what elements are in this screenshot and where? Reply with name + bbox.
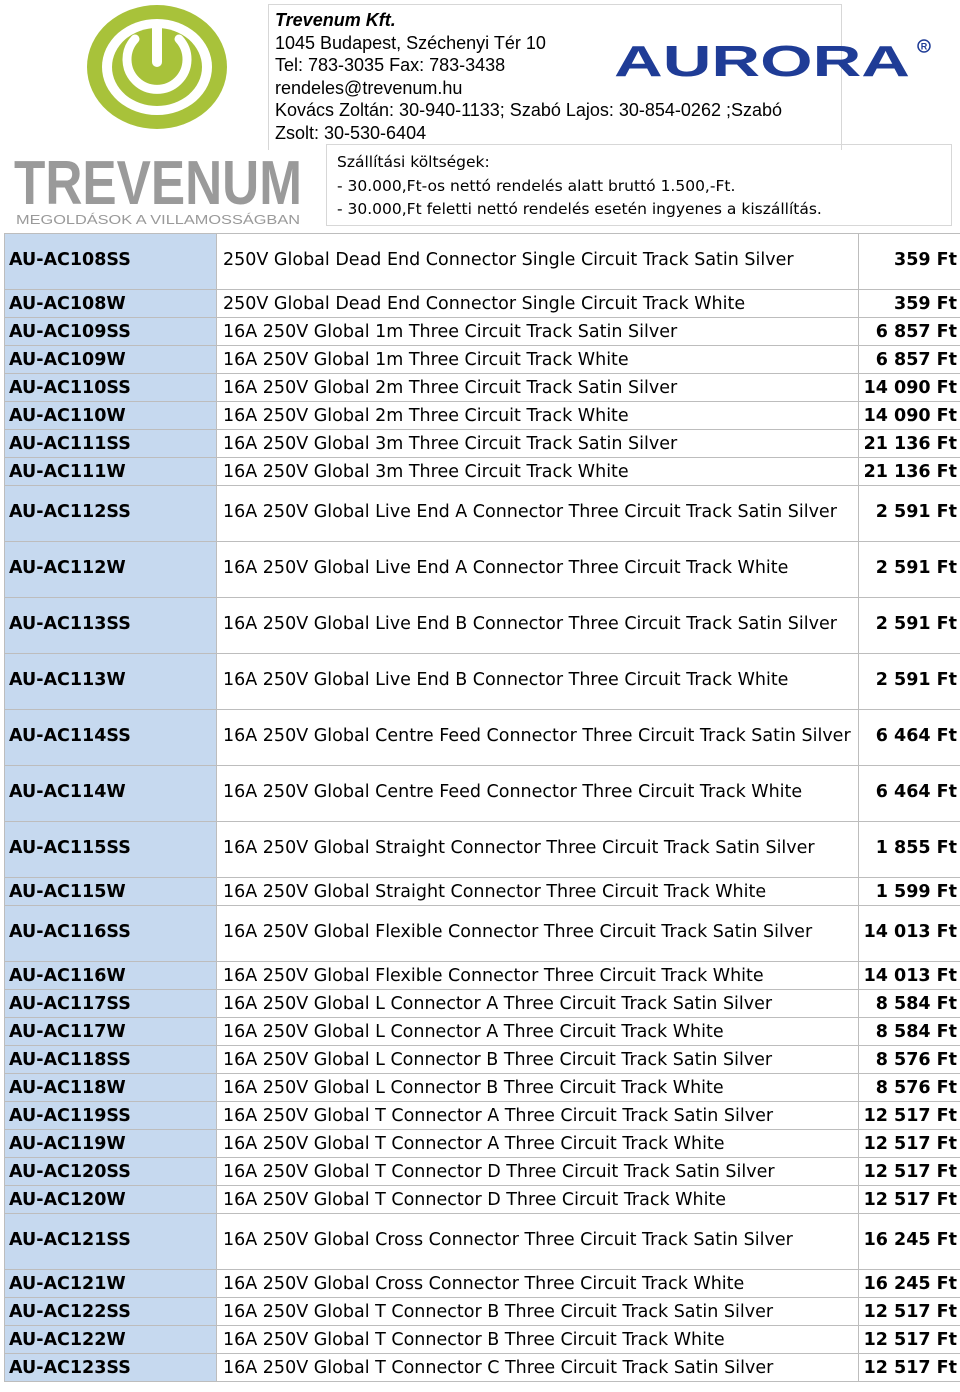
- product-price: 8 584 Ft: [859, 1018, 960, 1046]
- product-code: AU-AC115SS: [5, 822, 217, 878]
- aurora-wordmark: AURORA: [614, 38, 910, 80]
- product-description: 16A 250V Global T Connector B Three Circuit Track Satin Silver: [217, 1298, 859, 1326]
- product-code: AU-AC110SS: [5, 374, 217, 402]
- table-row: [5, 654, 960, 710]
- product-price: 6 464 Ft: [859, 766, 960, 822]
- contact-persons-cont: Zsolt: 30-530-6404: [275, 122, 427, 143]
- product-description: 16A 250V Global Cross Connector Three Circuit Track Satin Silver: [217, 1214, 859, 1270]
- aurora-logo: [612, 38, 934, 80]
- product-price: 16 245 Ft: [859, 1270, 960, 1298]
- product-description: 16A 250V Global Flexible Connector Three Circuit Track Satin Silver: [217, 906, 859, 962]
- table-row: [5, 234, 960, 290]
- product-price: 359 Ft: [859, 234, 960, 290]
- product-description: 16A 250V Global Flexible Connector Three Circuit Track White: [217, 962, 859, 990]
- product-code: AU-AC112W: [5, 542, 217, 598]
- product-price: 12 517 Ft: [859, 1130, 960, 1158]
- product-code: AU-AC117W: [5, 1018, 217, 1046]
- product-description: 16A 250V Global 2m Three Circuit Track White: [217, 402, 859, 430]
- brand-name: TREVENUM: [14, 150, 302, 218]
- product-code: AU-AC116SS: [5, 906, 217, 962]
- product-price: 8 576 Ft: [859, 1074, 960, 1102]
- product-code: AU-AC115W: [5, 878, 217, 906]
- product-code: AU-AC109SS: [5, 318, 217, 346]
- trevenum-logo: [8, 150, 308, 230]
- product-code: AU-AC113SS: [5, 598, 217, 654]
- product-description: 16A 250V Global T Connector B Three Circuit Track White: [217, 1326, 859, 1354]
- svg-text:R: R: [920, 41, 928, 52]
- product-code: AU-AC120SS: [5, 1158, 217, 1186]
- table-row: [5, 962, 960, 990]
- product-description: 16A 250V Global T Connector A Three Circuit Track White: [217, 1130, 859, 1158]
- table-row: [5, 542, 960, 598]
- product-code: AU-AC119SS: [5, 1102, 217, 1130]
- table-row: [5, 346, 960, 374]
- product-price: 2 591 Ft: [859, 598, 960, 654]
- product-description: 16A 250V Global 1m Three Circuit Track Satin Silver: [217, 318, 859, 346]
- product-description: 16A 250V Global Centre Feed Connector Three Circuit Track Satin Silver: [217, 710, 859, 766]
- product-price: 1 599 Ft: [859, 878, 960, 906]
- product-description: 16A 250V Global 3m Three Circuit Track Satin Silver: [217, 430, 859, 458]
- company-name: Trevenum Kft.: [275, 10, 396, 30]
- price-list-body: [5, 234, 960, 1382]
- shipping-rule-below: - 30.000,Ft-os nettó rendelés alatt bruttó 1.500,-Ft.: [337, 176, 736, 195]
- page-header: [0, 0, 960, 232]
- product-code: AU-AC108W: [5, 290, 217, 318]
- table-row: [5, 486, 960, 542]
- product-description: 16A 250V Global T Connector A Three Circuit Track Satin Silver: [217, 1102, 859, 1130]
- product-price: 21 136 Ft: [859, 458, 960, 486]
- product-code: AU-AC123SS: [5, 1354, 217, 1382]
- product-code: AU-AC118W: [5, 1074, 217, 1102]
- product-price: 12 517 Ft: [859, 1298, 960, 1326]
- product-price: 6 857 Ft: [859, 346, 960, 374]
- product-code: AU-AC111SS: [5, 430, 217, 458]
- product-description: 16A 250V Global Live End B Connector Three Circuit Track White: [217, 654, 859, 710]
- product-description: 16A 250V Global T Connector D Three Circuit Track Satin Silver: [217, 1158, 859, 1186]
- table-row: [5, 598, 960, 654]
- product-description: 16A 250V Global L Connector A Three Circuit Track Satin Silver: [217, 990, 859, 1018]
- price-list-table: [4, 233, 960, 1382]
- product-price: 14 013 Ft: [859, 906, 960, 962]
- product-description: 16A 250V Global Live End A Connector Three Circuit Track Satin Silver: [217, 486, 859, 542]
- product-code: AU-AC112SS: [5, 486, 217, 542]
- table-row: [5, 1018, 960, 1046]
- brand-tagline: MEGOLDÁSOK A VILLAMOSSÁGBAN: [16, 212, 300, 227]
- table-row: [5, 1074, 960, 1102]
- product-price: 6 464 Ft: [859, 710, 960, 766]
- product-code: AU-AC116W: [5, 962, 217, 990]
- product-description: 16A 250V Global 1m Three Circuit Track White: [217, 346, 859, 374]
- product-code: AU-AC117SS: [5, 990, 217, 1018]
- shipping-rule-above: - 30.000,Ft feletti nettó rendelés esetén ingyenes a kiszállítás.: [337, 200, 822, 218]
- product-price: 8 584 Ft: [859, 990, 960, 1018]
- company-address: 1045 Budapest, Széchenyi Tér 10: [275, 32, 546, 53]
- product-price: 2 591 Ft: [859, 542, 960, 598]
- product-description: 250V Global Dead End Connector Single Circuit Track White: [217, 290, 859, 318]
- power-icon: [86, 4, 228, 130]
- table-row: [5, 1270, 960, 1298]
- table-row: [5, 1298, 960, 1326]
- product-description: 16A 250V Global T Connector D Three Circuit Track White: [217, 1186, 859, 1214]
- product-code: AU-AC120W: [5, 1186, 217, 1214]
- table-row: [5, 1158, 960, 1186]
- table-row: [5, 374, 960, 402]
- product-code: AU-AC121W: [5, 1270, 217, 1298]
- product-price: 21 136 Ft: [859, 430, 960, 458]
- product-price: 2 591 Ft: [859, 486, 960, 542]
- table-row: [5, 318, 960, 346]
- product-code: AU-AC108SS: [5, 234, 217, 290]
- table-row: [5, 710, 960, 766]
- product-description: 16A 250V Global Straight Connector Three Circuit Track Satin Silver: [217, 822, 859, 878]
- product-description: 16A 250V Global Straight Connector Three Circuit Track White: [217, 878, 859, 906]
- product-price: 12 517 Ft: [859, 1326, 960, 1354]
- product-code: AU-AC121SS: [5, 1214, 217, 1270]
- product-description: 16A 250V Global 2m Three Circuit Track Satin Silver: [217, 374, 859, 402]
- table-row: [5, 878, 960, 906]
- table-row: [5, 1046, 960, 1074]
- product-code: AU-AC122SS: [5, 1298, 217, 1326]
- product-price: 1 855 Ft: [859, 822, 960, 878]
- product-code: AU-AC119W: [5, 1130, 217, 1158]
- contact-persons: Kovács Zoltán: 30-940-1133; Szabó Lajos: 30-854-0262 ;Szabó: [275, 100, 783, 120]
- product-price: 16 245 Ft: [859, 1214, 960, 1270]
- table-row: [5, 766, 960, 822]
- product-code: AU-AC122W: [5, 1326, 217, 1354]
- product-description: 16A 250V Global Cross Connector Three Circuit Track White: [217, 1270, 859, 1298]
- product-code: AU-AC109W: [5, 346, 217, 374]
- product-code: AU-AC113W: [5, 654, 217, 710]
- table-row: [5, 990, 960, 1018]
- product-code: AU-AC114W: [5, 766, 217, 822]
- table-row: [5, 1130, 960, 1158]
- product-code: AU-AC114SS: [5, 710, 217, 766]
- product-price: 14 013 Ft: [859, 962, 960, 990]
- product-price: 14 090 Ft: [859, 374, 960, 402]
- product-description: 16A 250V Global Live End B Connector Three Circuit Track Satin Silver: [217, 598, 859, 654]
- table-row: [5, 1326, 960, 1354]
- table-row: [5, 1102, 960, 1130]
- product-description: 16A 250V Global 3m Three Circuit Track White: [217, 458, 859, 486]
- product-price: 359 Ft: [859, 290, 960, 318]
- table-row: [5, 290, 960, 318]
- shipping-costs-box: [326, 144, 952, 226]
- table-row: [5, 402, 960, 430]
- product-description: 16A 250V Global L Connector B Three Circuit Track White: [217, 1074, 859, 1102]
- shipping-title: Szállítási költségek:: [337, 153, 490, 171]
- table-row: [5, 458, 960, 486]
- product-price: 12 517 Ft: [859, 1354, 960, 1382]
- product-description: 16A 250V Global Live End A Connector Three Circuit Track White: [217, 542, 859, 598]
- product-price: 12 517 Ft: [859, 1186, 960, 1214]
- table-row: [5, 822, 960, 878]
- table-row: [5, 1186, 960, 1214]
- product-price: 14 090 Ft: [859, 402, 960, 430]
- product-price: 2 591 Ft: [859, 654, 960, 710]
- product-code: AU-AC118SS: [5, 1046, 217, 1074]
- table-row: [5, 1214, 960, 1270]
- phone-fax: Tel: 783-3035 Fax: 783-3438: [275, 55, 506, 75]
- product-code: AU-AC111W: [5, 458, 217, 486]
- product-description: 16A 250V Global T Connector C Three Circuit Track Satin Silver: [217, 1354, 859, 1382]
- product-price: 12 517 Ft: [859, 1158, 960, 1186]
- table-row: [5, 906, 960, 962]
- product-price: 6 857 Ft: [859, 318, 960, 346]
- product-description: 16A 250V Global L Connector A Three Circuit Track White: [217, 1018, 859, 1046]
- table-row: [5, 1354, 960, 1382]
- product-description: 16A 250V Global L Connector B Three Circuit Track Satin Silver: [217, 1046, 859, 1074]
- product-description: 16A 250V Global Centre Feed Connector Three Circuit Track White: [217, 766, 859, 822]
- product-price: 12 517 Ft: [859, 1102, 960, 1130]
- table-row: [5, 430, 960, 458]
- email-address: rendeles@trevenum.hu: [275, 77, 463, 98]
- product-code: AU-AC110W: [5, 402, 217, 430]
- product-price: 8 576 Ft: [859, 1046, 960, 1074]
- product-description: 250V Global Dead End Connector Single Circuit Track Satin Silver: [217, 234, 859, 290]
